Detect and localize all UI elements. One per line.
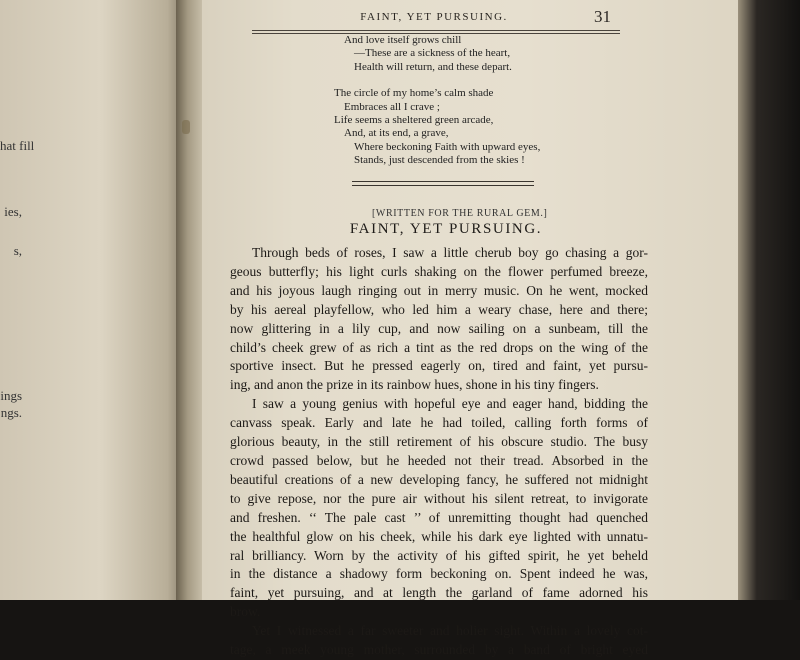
body-line: ral brilliancy. Worn by the activity of his gifted spirit, he yet beheld xyxy=(230,547,648,563)
body-line: brow. xyxy=(230,604,261,620)
body-line: now glittering in a lily cup, and now sailing on a sunbeam, till the xyxy=(230,320,648,336)
body-line: child’s cheek grew of as rich a tint as the red drops on the wing of the xyxy=(230,339,648,355)
poem-line: —These are a sickness of the heart, xyxy=(354,47,511,60)
poem-line: Where beckoning Faith with upward eyes, xyxy=(354,140,541,153)
left-page-fragment: ngs. xyxy=(0,405,22,420)
page-stain xyxy=(182,120,190,134)
poem-line: Life seems a sheltered green arcade, xyxy=(334,114,494,127)
poem xyxy=(330,34,630,168)
body-line: glorious beauty, in the still retirement of his obscure studio. The busy xyxy=(230,434,648,450)
body-line: and his joyous laugh ringing out in merry music. On he went, mocked xyxy=(230,282,648,298)
body-line: geous butterfly; his light curls shaking on the flower perfumed breeze, xyxy=(230,263,648,279)
body-line: sportive insect. But he pressed eagerly on, tired and faint, yet pursu- xyxy=(230,358,648,374)
body-line: in the distance a shadowy form beckoning on. Spent indeed he was, xyxy=(230,566,648,582)
body-line: to give repose, nor the pure air without his silent retreat, to invigorate xyxy=(230,490,648,506)
left-page-fragment: s, xyxy=(13,243,22,258)
body-line: Yet I witnessed a far sweeter and holier sight. Within a lovely cot- xyxy=(252,623,648,639)
article-title: FAINT, YET PURSUING. xyxy=(349,221,543,237)
page-number: 31 xyxy=(594,7,611,26)
poem-line: And love itself grows chill xyxy=(344,34,462,46)
body-line: tage, a meek young mother, surrounded by a band of bright eyed xyxy=(230,642,648,658)
article-attribution: [WRITTEN FOR THE RURAL GEM.] xyxy=(372,208,548,219)
poem-line: Embraces all I crave ; xyxy=(344,100,440,113)
running-head: FAINT, YET PURSUING. xyxy=(360,11,508,23)
poem-line: Stands, just descended from the skies ! xyxy=(354,154,525,167)
left-page-fragment: ings xyxy=(0,388,22,403)
page-edge-shadow xyxy=(738,0,800,600)
body-line: and freshen. ‘‘ The pale cast ’’ of unremitting thought had quenched xyxy=(230,509,648,525)
body-line: Through beds of roses, I saw a little cherub boy go chasing a gor- xyxy=(252,245,648,260)
body-line: ing, and anon the prize in its rainbow hues, shone in his tiny fingers. xyxy=(230,377,599,393)
book-gutter xyxy=(176,0,202,600)
left-page-fragment: ies, xyxy=(4,204,22,219)
body-line: the healthful glow on his cheek, while his dark eye lighted with unnatu- xyxy=(230,528,648,544)
body-line: faint, yet pursuing, and at length the garland of fame adorned his xyxy=(230,585,648,601)
article-body xyxy=(230,244,648,660)
poem-line: And, at its end, a grave, xyxy=(344,127,449,140)
stanza-gap xyxy=(330,74,630,87)
left-page xyxy=(0,0,182,600)
left-page-fragment: hat fill xyxy=(0,138,35,153)
section-separator xyxy=(352,181,534,186)
body-line: by his aereal playfellow, who led him a weary chase, here and there; xyxy=(230,301,648,317)
body-line: crowd passed below, but he heeded not their tread. Absorbed in the xyxy=(230,452,648,468)
body-line: I saw a young genius with hopeful eye and eager hand, bidding the xyxy=(252,396,648,412)
body-line: beautiful creations of a new developing fancy, he suffered not midnight xyxy=(230,471,648,487)
body-line: canvass speak. Early and late he had toiled, calling forth forms of xyxy=(230,415,648,431)
poem-line: Health will return, and these depart. xyxy=(354,60,512,73)
poem-line: The circle of my home’s calm shade xyxy=(334,87,494,100)
